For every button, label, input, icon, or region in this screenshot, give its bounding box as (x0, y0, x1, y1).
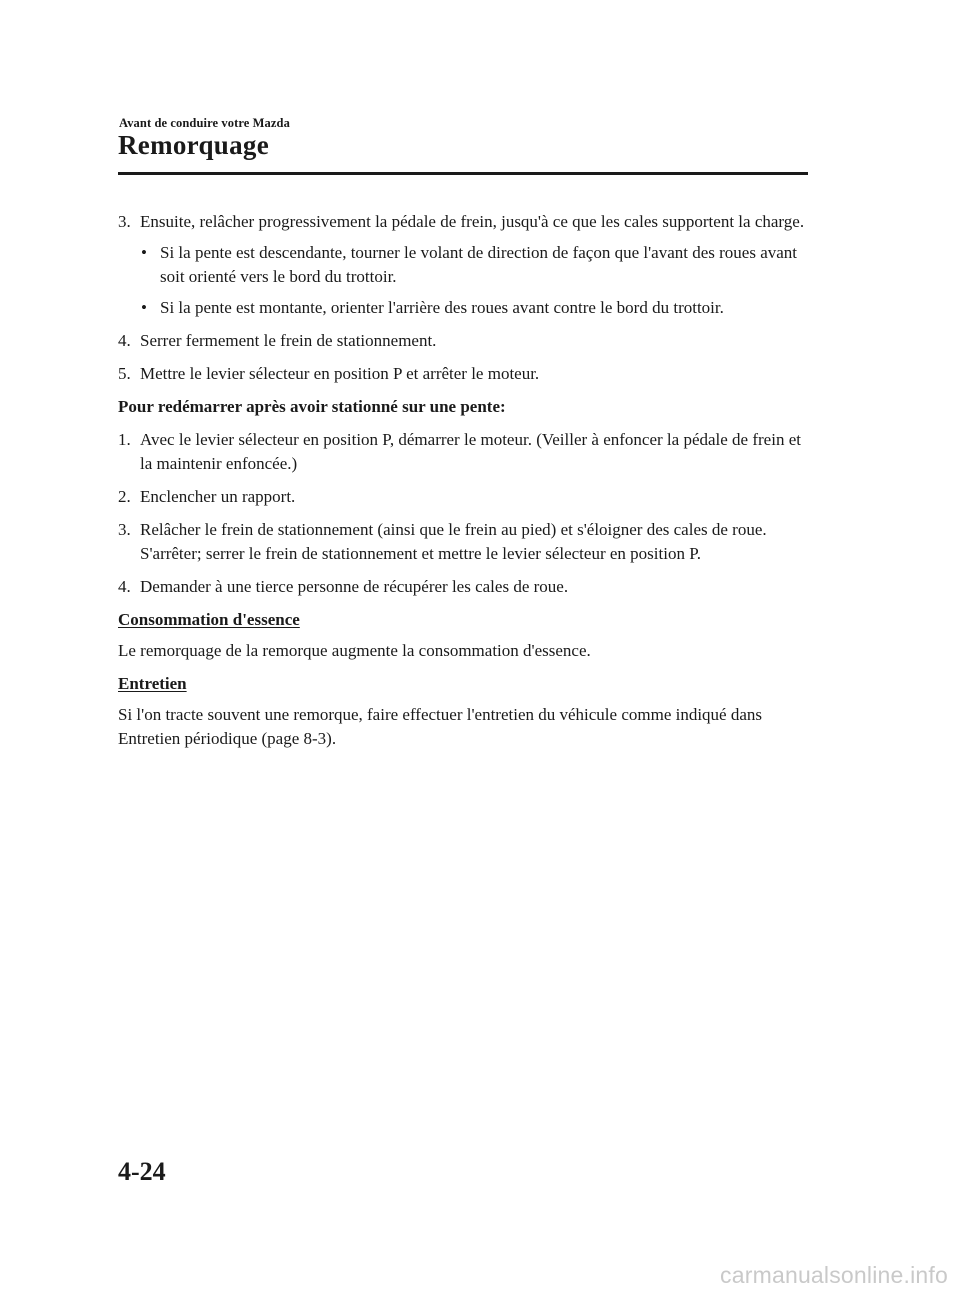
step-number: 4. (118, 331, 131, 350)
step-number: 5. (118, 364, 131, 383)
step-text: Enclencher un rapport. (140, 487, 296, 506)
step-item (118, 575, 808, 599)
page-content (118, 210, 808, 751)
bullet-icon: • (141, 298, 147, 317)
step-text: Relâcher le frein de stationnement (ainsi que le frein au pied) et s'éloigner des cales de roue. S'arrêter; serrer le frein de stationnement et mettre le levier sélecteur en position P. (140, 520, 767, 563)
bullet-item (118, 241, 808, 289)
fuel-text: Le remorquage de la remorque augmente la consommation d'essence. (118, 641, 591, 660)
step-number: 4. (118, 577, 131, 596)
step-number: 1. (118, 430, 131, 449)
restart-heading: Pour redémarrer après avoir stationné sur une pente: (118, 397, 506, 416)
step-text: Demander à une tierce personne de récupérer les cales de roue. (140, 577, 569, 596)
page-title: Remorquage (118, 130, 269, 160)
bullet-icon: • (141, 243, 147, 262)
bullet-item (118, 296, 808, 320)
step-item (118, 428, 808, 476)
step-item (118, 362, 808, 386)
watermark: carmanualsonline.info (720, 1262, 948, 1288)
step-number: 2. (118, 487, 131, 506)
step-item (118, 518, 808, 566)
maintenance-heading: Entretien (118, 674, 187, 693)
step-number: 3. (118, 520, 131, 539)
step-text: Ensuite, relâcher progressivement la pédale de frein, jusqu'à ce que les cales supportent la charge. (140, 212, 805, 231)
step-text: Avec le levier sélecteur en position P, démarrer le moteur. (Veiller à enfoncer la pédale de frein et la maintenir enfoncée.) (140, 430, 801, 473)
bullet-text: Si la pente est montante, orienter l'arrière des roues avant contre le bord du trottoir. (160, 298, 724, 317)
step-item (118, 210, 808, 234)
step-text: Serrer fermement le frein de stationnement. (140, 331, 437, 350)
step-item (118, 329, 808, 353)
section-label: Avant de conduire votre Mazda (119, 116, 290, 130)
bullet-text: Si la pente est descendante, tourner le volant de direction de façon que l'avant des roues avant soit orienté vers le bord du trottoir. (160, 243, 798, 286)
step-number: 3. (118, 212, 131, 231)
page-number: 4-24 (118, 1157, 166, 1186)
header-divider (118, 172, 808, 175)
step-item (118, 485, 808, 509)
fuel-heading: Consommation d'essence (118, 610, 300, 629)
step-text: Mettre le levier sélecteur en position P et arrêter le moteur. (140, 364, 540, 383)
maintenance-text: Si l'on tracte souvent une remorque, faire effectuer l'entretien du véhicule comme indiqué dans Entretien périodique (page 8-3). (118, 705, 763, 748)
